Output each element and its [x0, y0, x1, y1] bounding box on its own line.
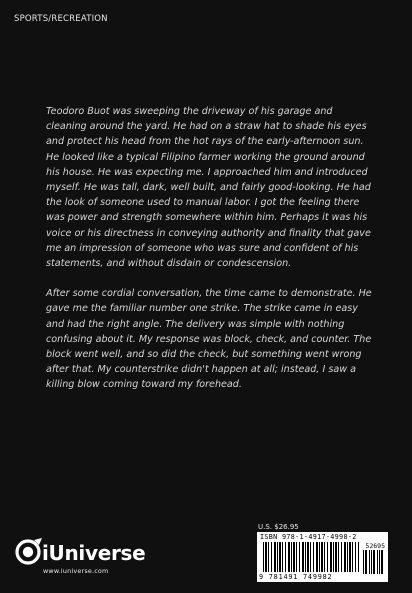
publisher-url: www.iuniverse.com	[43, 567, 109, 575]
publisher-name: iUniverse	[42, 541, 146, 565]
isbn-text: ISBN 978-1-4917-4998-2	[260, 533, 357, 541]
back-cover-blurb	[46, 104, 376, 408]
barcode-digits: 9 781491 749982	[259, 573, 333, 581]
barcode-addon-bars	[363, 550, 385, 574]
book-category: SPORTS/RECREATION	[14, 14, 108, 24]
price-label: U.S. $26.95	[258, 523, 299, 531]
barcode-addon-number: 52695	[365, 542, 385, 550]
isbn-barcode	[257, 532, 388, 582]
blurb-paragraph-2: After some cordial conversation, the time came to demonstrate. He gave me the familiar number one strike. The strike came in easy and had the right angle. The delivery was simple with nothing confusing about it. My response was block, check, and counter. The block went well, and so did the check, but something went wrong after that. My counterstrike didn't happen at all; instead, I saw a killing blow coming toward my forehead.	[46, 288, 372, 391]
barcode-bars	[263, 542, 359, 572]
iuniverse-logo-icon	[14, 537, 44, 567]
blurb-paragraph-1: Teodoro Buot was sweeping the driveway of his garage and cleaning around the yard. He had on a straw hat to shade his eyes and protect his head from the hot rays of the early-afternoon sun. He looked like a typical Filipino farmer working the ground around his house. He was expecting me. I approached him and introduced myself. He was tall, dark, well built, and fairly good-looking. He had the look of someone used to manual labor. I got the feeling there was power and strength somewhere within him. Perhaps it was his voice or his directness in conveying authority and finality that gave me an impression of someone who was sure and confident of his statements, and without disdain or condescension.	[46, 106, 371, 270]
publisher-logo	[14, 537, 154, 577]
